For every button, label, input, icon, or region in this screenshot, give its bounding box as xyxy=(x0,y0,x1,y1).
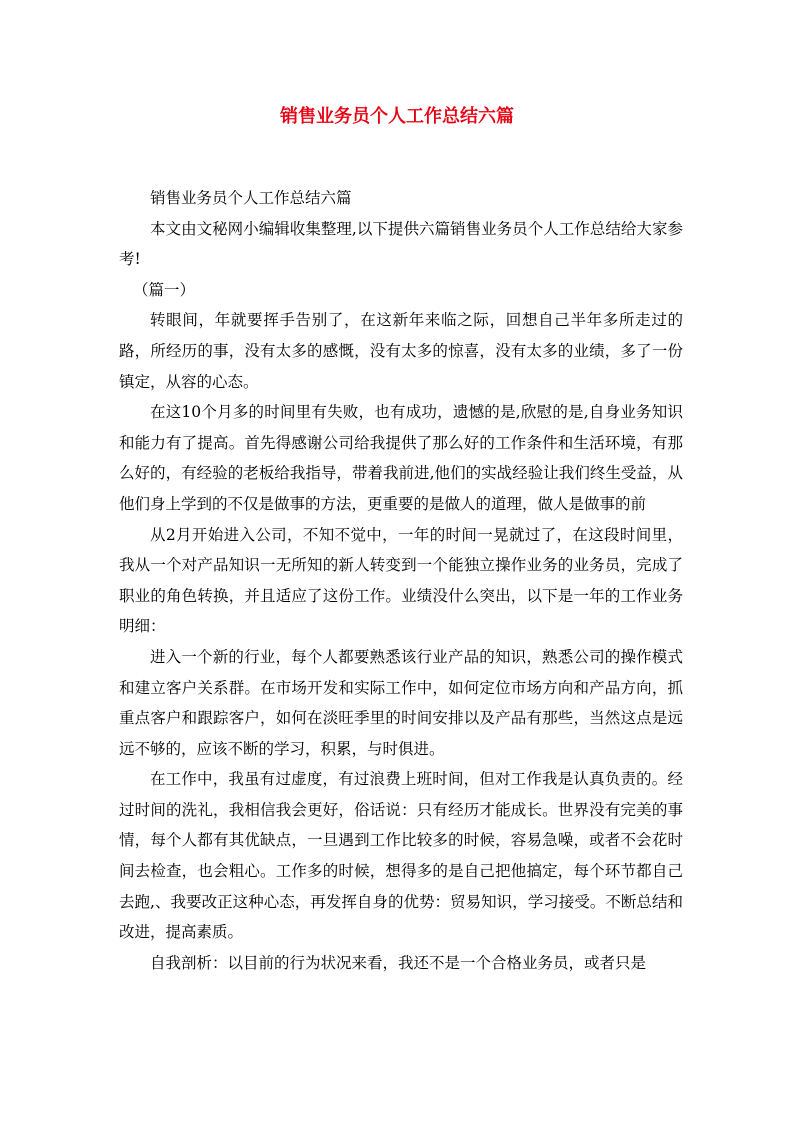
intro-paragraph: 本文由文秘网小编辑收集整理,以下提供六篇销售业务员个人工作总结给大家参考! xyxy=(119,219,683,269)
body-paragraph-4: 进入一个新的行业，每个人都要熟悉该行业产品的知识，熟悉公司的操作模式和建立客户关系群。在市场开发和实际工作中，如何定位市场方向和产品方向，抓重点客户和跟踪客户，如何在淡旺季里的时间安排以及产品有那些，当然这点是远远不够的，应该不断的学习，积累，与时俱进。 xyxy=(119,647,683,758)
body-paragraph-1: 转眼间，年就要挥手告别了，在这新年来临之际，回想自己半年多所走过的路，所经历的事，没有太多的感慨，没有太多的惊喜，没有太多的业绩，多了一份镇定，从容的心态。 xyxy=(119,311,683,391)
body-paragraph-6: 自我剖析：以目前的行为状况来看，我还不是一个合格业务员，或者只是 xyxy=(150,953,647,972)
body-paragraph-2: 在这10个月多的时间里有失败，也有成功，遗憾的是,欣慰的是,自身业务知识和能力有了提高。首先得感谢公司给我提供了那么好的工作条件和生活环境，有那么好的，有经验的老板给我指导，带着我前进,他们的实战经验让我们终生受益，从他们身上学到的不仅是做事的方法，更重要的是做人的道理，做人是做事的前 xyxy=(119,403,683,513)
body-paragraph-3: 从2月开始进入公司，不知不觉中，一年的时间一晃就过了，在这段时间里，我从一个对产品知识一无所知的新人转变到一个能独立操作业务的业务员，完成了职业的角色转换，并且适应了这份工作。业绩没什么突出，以下是一年的工作业务明细： xyxy=(119,525,683,636)
document-title: 销售业务员个人工作总结六篇 xyxy=(280,106,514,127)
section-label: （篇一） xyxy=(132,280,195,299)
document-subtitle: 销售业务员个人工作总结六篇 xyxy=(150,189,352,207)
document-body xyxy=(119,183,683,978)
body-paragraph-5: 在工作中，我虽有过虚度，有过浪费上班时间，但对工作我是认真负责的。经过时间的洗礼，我相信我会更好，俗话说：只有经历才能成长。世界没有完美的事情，每个人都有其优缺点，一旦遇到工作比较多的时候，容易急噪，或者不会花时间去检查，也会粗心。工作多的时候，想得多的是自己把他搞定，每个环节都自己去跑,、我要改正这种心态，再发挥自身的优势：贸易知识，学习接受。不断总结和改进，提高素质。 xyxy=(119,770,683,942)
